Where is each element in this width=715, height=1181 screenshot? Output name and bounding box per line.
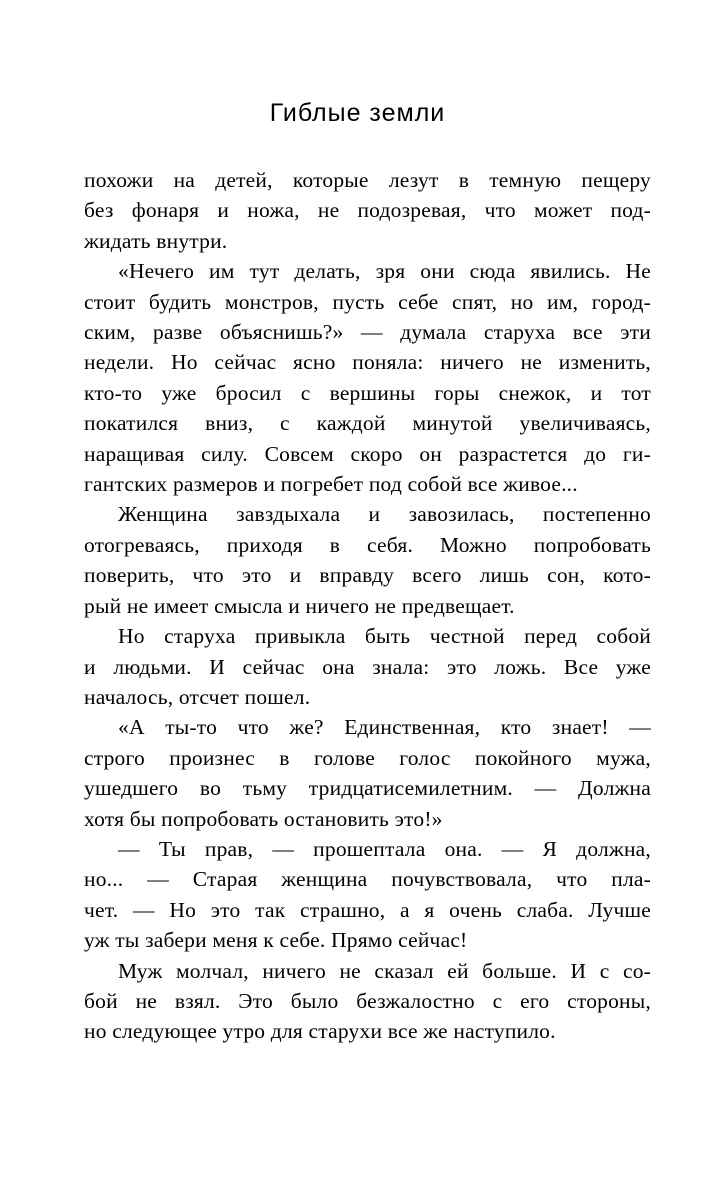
text-line: чет. — Но это так страшно, а я очень слаба. Лучше xyxy=(84,897,651,922)
text-line: стоит будить монстров, пусть себе спят, но им, город- xyxy=(84,289,651,314)
text-line: хотя бы попробовать остановить это!» xyxy=(84,806,443,831)
text-line: наращивая силу. Совсем скоро он разрастется до ги- xyxy=(84,441,651,466)
body-text xyxy=(84,165,651,1047)
text-line: кто-то уже бросил с вершины горы снежок, и тот xyxy=(84,380,651,405)
text-line: но... — Старая женщина почувствовала, что пла- xyxy=(84,867,651,892)
text-line: поверить, что это и вправду всего лишь сон, кото- xyxy=(84,563,651,588)
text-line: рый не имеет смысла и ничего не предвещает. xyxy=(84,593,515,618)
text-line: началось, отсчет пошел. xyxy=(84,684,311,709)
text-line: ским, разве объяснишь?» — думала старуха все эти xyxy=(84,320,651,345)
text-line: ушедшего во тьму тридцатисемилетним. — Должна xyxy=(84,776,651,801)
text-line: Но старуха привыкла быть честной перед собой xyxy=(118,624,651,649)
page-title: Гиблые земли xyxy=(269,99,446,127)
text-line: без фонаря и ножа, не подозревая, что может под- xyxy=(84,198,651,223)
text-line: — Ты прав, — прошептала она. — Я должна, xyxy=(118,836,651,861)
text-line: гантских размеров и погребет под собой все живое... xyxy=(84,472,578,497)
text-line: и людьми. И сейчас она знала: это ложь. Все уже xyxy=(84,654,651,679)
text-line: уж ты забери меня к себе. Прямо сейчас! xyxy=(84,928,468,953)
text-line: Муж молчал, ничего не сказал ей больше. И с со- xyxy=(118,958,651,983)
text-line: отогреваясь, приходя в себя. Можно попробовать xyxy=(84,532,651,557)
text-line: жидать внутри. xyxy=(84,228,228,253)
text-line: недели. Но сейчас ясно поняла: ничего не изменить, xyxy=(84,350,651,375)
text-line: «А ты-то что же? Единственная, кто знает! — xyxy=(118,715,651,740)
text-line: бой не взял. Это было безжалостно с его стороны, xyxy=(84,988,651,1013)
text-line: но следующее утро для старухи все же наступило. xyxy=(84,1019,556,1044)
text-line: покатился вниз, с каждой минутой увеличиваясь, xyxy=(84,411,651,436)
text-line: строго произнес в голове голос покойного мужа, xyxy=(84,745,651,770)
text-line: Женщина завздыхала и завозилась, постепенно xyxy=(118,502,651,527)
text-line: похожи на детей, которые лезут в темную пещеру xyxy=(84,168,651,192)
text-line: «Нечего им тут делать, зря они сюда явились. Не xyxy=(118,259,651,284)
